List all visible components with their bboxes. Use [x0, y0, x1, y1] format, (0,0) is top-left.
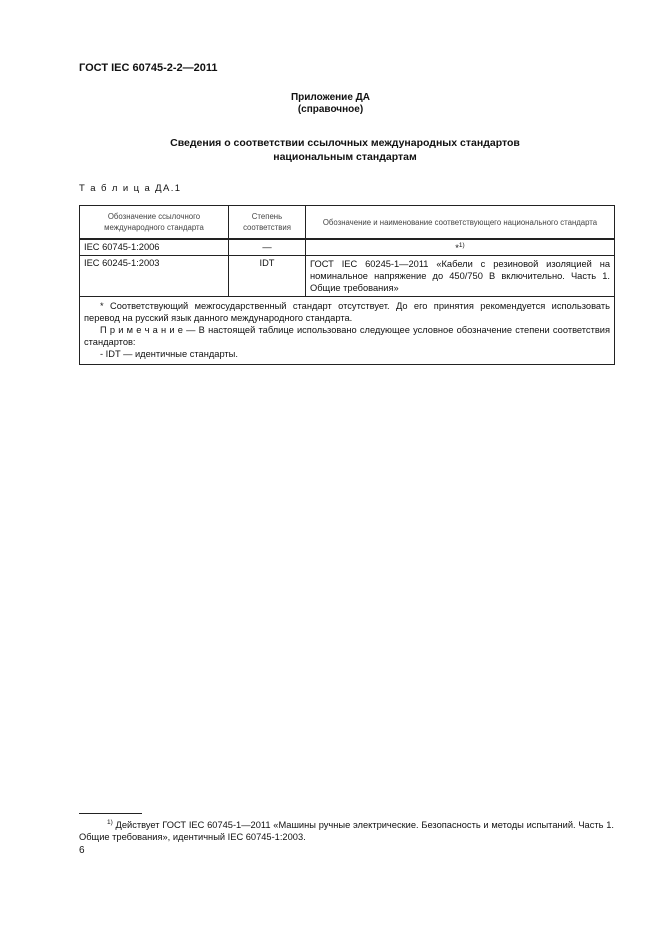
header-degree: Степень соответствия: [229, 206, 306, 240]
table-header-row: [80, 206, 615, 240]
cell-ref: IEC 60745-1:2006: [80, 239, 229, 256]
document-code: ГОСТ IEC 60745-2-2—2011: [79, 62, 218, 74]
footnote-marker[interactable]: 1): [458, 242, 465, 249]
table-note: [84, 324, 610, 348]
star-footnote: * Соответствующий межгосударственный стандарт отсутствует. До его принятия рекомендуется использовать перевод на русский язык данного международного стандарта.: [84, 301, 610, 324]
national-star: *: [455, 243, 459, 254]
table-row: [80, 239, 615, 256]
header-national-standard: Обозначение и наименование соответствующего национального стандарта: [306, 206, 615, 240]
cell-national: ГОСТ IEC 60245-1—2011 «Кабели с резиновой изоляцией на номинальное напряжение до 450/750 В включительно. Часть 1. Общие требования»: [306, 256, 615, 297]
annex-title: Приложение ДА: [290, 92, 371, 103]
note-label: П р и м е ч а н и е: [100, 325, 183, 336]
heading-line-2: национальным стандартам: [273, 151, 417, 163]
note-item: - IDT — идентичные стандарты.: [100, 349, 238, 360]
table-row: [80, 256, 615, 297]
table-footer-row: [80, 297, 615, 365]
cell-ref: IEC 60245-1:2003: [80, 256, 229, 297]
footnote-number: 1): [107, 819, 113, 826]
footnote-divider: [79, 813, 142, 814]
table-notes: [80, 297, 615, 365]
section-heading: [120, 136, 570, 164]
cell-national: [306, 239, 615, 256]
heading-line-1: Сведения о соответствии ссылочных международных стандартов: [170, 137, 520, 149]
page-footnote: [79, 817, 614, 843]
cell-degree: IDT: [229, 256, 306, 297]
header-ref-standard: Обозначение ссылочного международного стандарта: [80, 206, 229, 240]
standards-table: [79, 205, 615, 365]
table-caption: Т а б л и ц а ДА.1: [79, 183, 182, 194]
annex-note: (справочное): [297, 104, 364, 115]
footnote-text: Действует ГОСТ IEC 60745-1—2011 «Машины ручные электрические. Безопасность и методы испытаний. Часть 1. Общие требования», идентичный IEC 60745-1:2003.: [79, 820, 614, 843]
page-number: 6: [79, 845, 85, 856]
cell-degree: —: [229, 239, 306, 256]
note-text: — В настоящей таблице использовано следующее условное обозначение степени соответствия стандартов:: [84, 325, 611, 348]
